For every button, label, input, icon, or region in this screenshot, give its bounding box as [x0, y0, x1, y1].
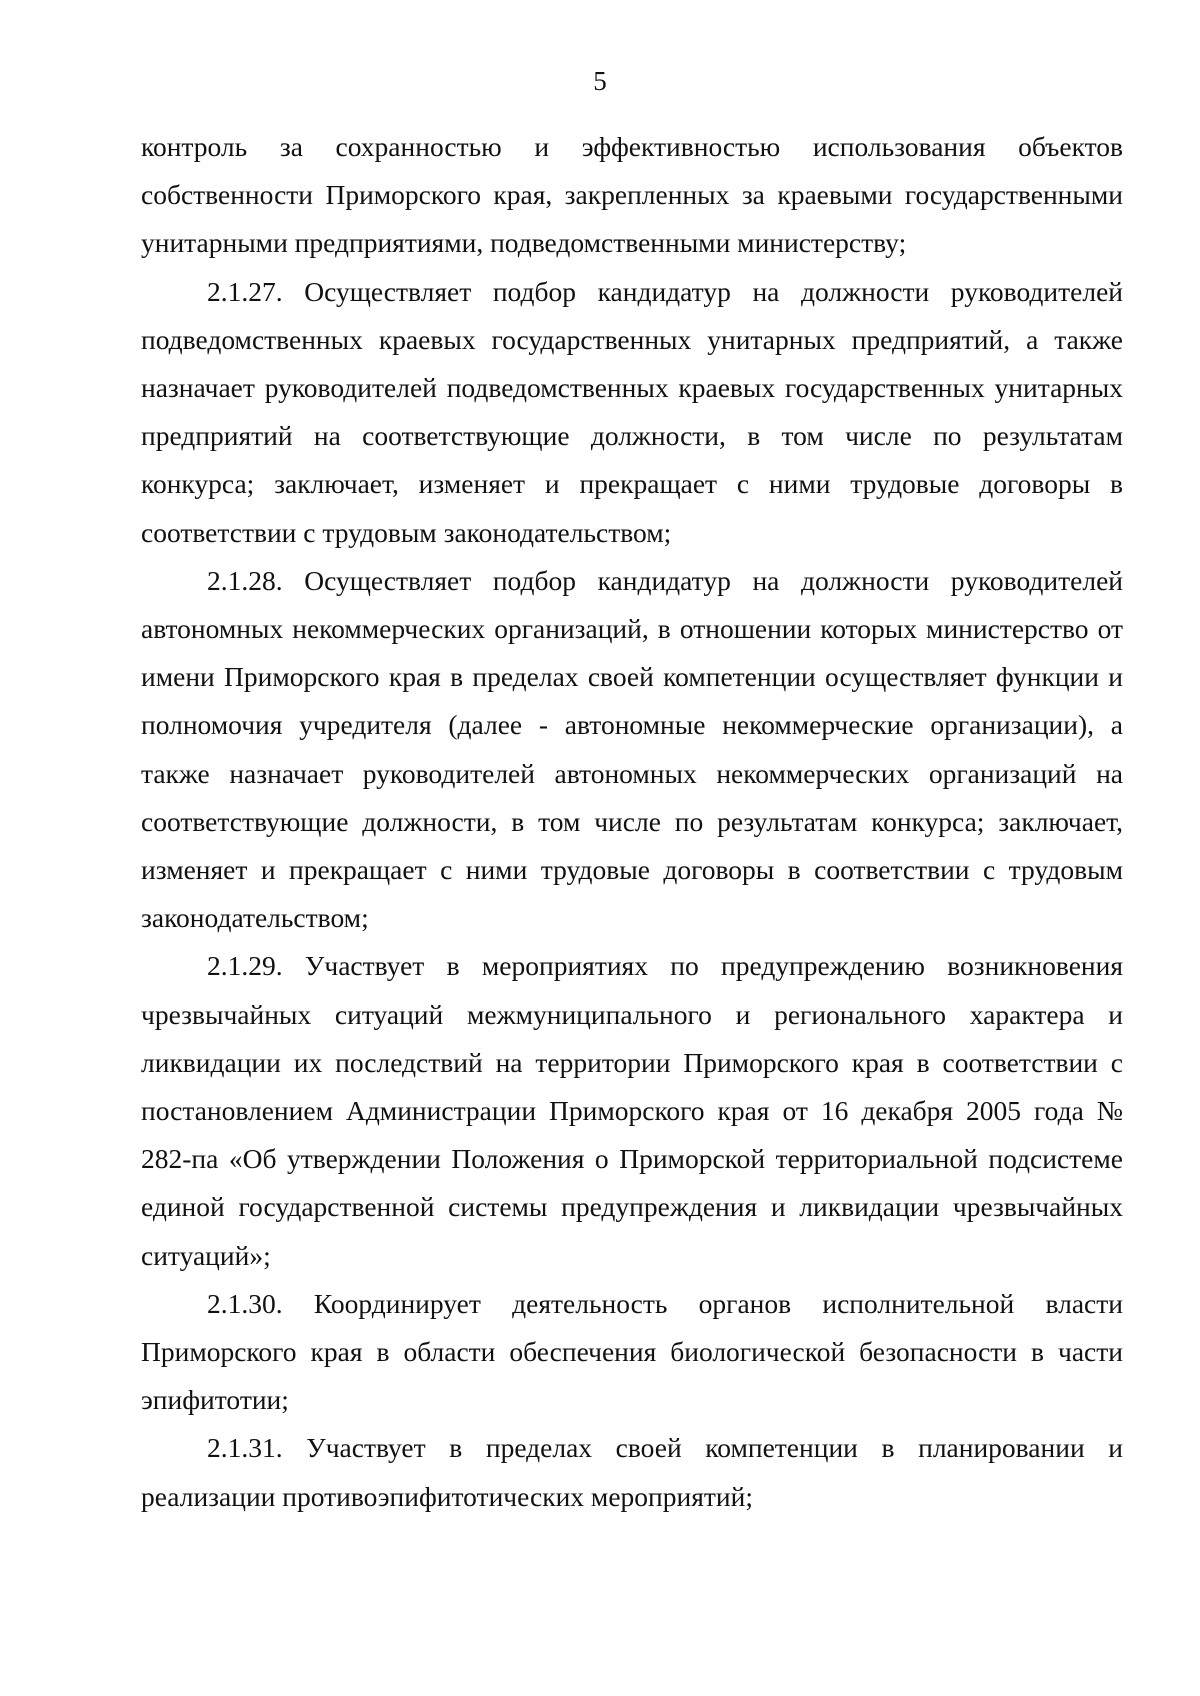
page-number: 5	[593, 66, 607, 96]
paragraph-2-1-28: 2.1.28. Осуществляет подбор кандидатур на должности руководителей автономных некоммерческих организаций, в отношении которых министерство от имени Приморского края в пределах своей компетенции осуществляет функции и полномочия учредителя (далее - автономные некоммерческие организации), а также назначает руководителей автономных некоммерческих организаций на соответствующие должности, в том числе по результатам конкурса; заключает, изменяет и прекращает с ними трудовые договоры в соответствии с трудовым законодательством;	[141, 564, 1123, 934]
paragraph-2-1-30: 2.1.30. Координирует деятельность органов исполнительной власти Приморского края в области обеспечения биологической безопасности в части эпифитотии;	[141, 1287, 1123, 1416]
paragraph-2-1-27: 2.1.27. Осуществляет подбор кандидатур на должности руководителей подведомственных краевых государственных унитарных предприятий, а также назначает руководителей подведомственных краевых государственных унитарных предприятий на соответствующие должности, в том числе по результатам конкурса; заключает, изменяет и прекращает с ними трудовые договоры в соответствии с трудовым законодательством;	[141, 275, 1123, 548]
document-body	[141, 123, 1123, 1521]
paragraph-2-1-31: 2.1.31. Участвует в пределах своей компетенции в планировании и реализации противоэпифитотических мероприятий;	[141, 1432, 1123, 1512]
paragraph-2-1-29: 2.1.29. Участвует в мероприятиях по предупреждению возникновения чрезвычайных ситуаций межмуниципального и регионального характера и ликвидации их последствий на территории Приморского края в соответствии с постановлением Администрации Приморского края от 16 декабря 2005 года № 282-па «Об утверждении Положения о Приморской территориальной подсистеме единой государственной системы предупреждения и ликвидации чрезвычайных ситуаций»;	[141, 950, 1123, 1271]
paragraph-continuation: контроль за сохранностью и эффективностью использования объектов собственности Приморского края, закрепленных за краевыми государственными унитарными предприятиями, подведомственными министерству;	[141, 131, 1123, 259]
